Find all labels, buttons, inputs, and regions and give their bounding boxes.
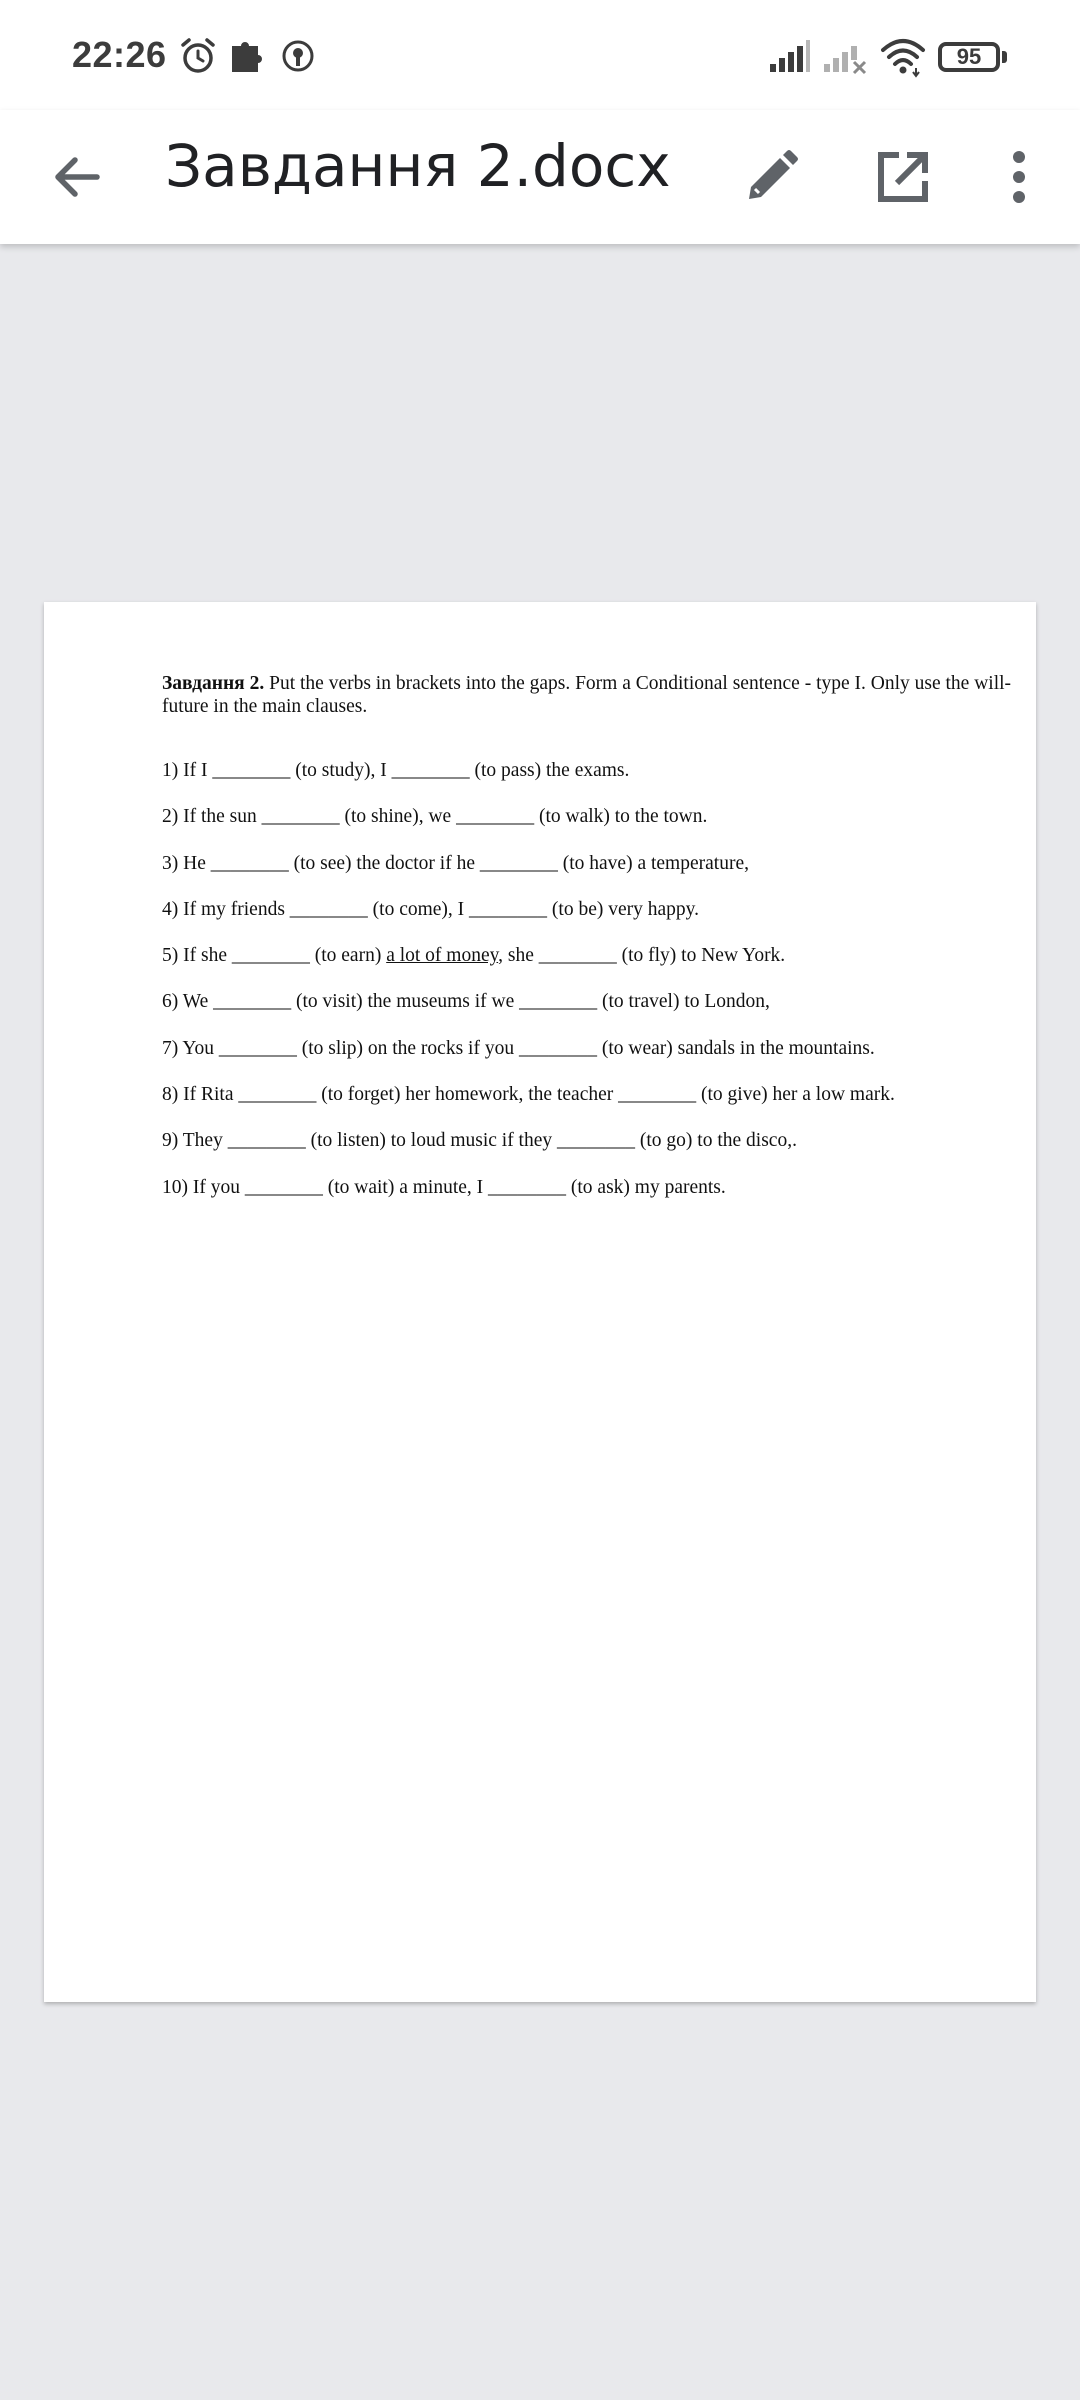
signal-icon xyxy=(768,36,812,76)
exercise-text: 3) He ________ (to see) the doctor if he ________ (to have) a temperature, xyxy=(162,852,749,874)
pencil-icon xyxy=(741,147,801,207)
document-content xyxy=(162,672,1022,1211)
task-heading xyxy=(162,672,1022,718)
exercise-text: 4) If my friends ________ (to come), I ________ (to be) very happy. xyxy=(162,898,700,920)
exercise-item xyxy=(162,1165,1022,1211)
more-vert-icon xyxy=(1009,149,1029,205)
exercise-text: 6) We ________ (to visit) the museums if we ________ (to travel) to London, xyxy=(162,991,770,1013)
wifi-icon xyxy=(880,36,926,78)
edit-button[interactable] xyxy=(726,132,816,222)
exercise-item xyxy=(162,887,1022,933)
exercise-text: 1) If I ________ (to study), I ________ (to pass) the exams. xyxy=(162,760,630,781)
underlined-phrase: a lot of money xyxy=(386,945,499,967)
document-page xyxy=(44,602,1036,2002)
battery-tip xyxy=(1002,51,1007,63)
exercise-item xyxy=(162,748,1022,794)
exercise-text: 7) You ________ (to slip) on the rocks if you ________ (to wear) sandals in the mountains. xyxy=(162,1037,875,1059)
exercise-text: 8) If Rita ________ (to forget) her homework, the teacher ________ (to give) her a low mark. xyxy=(162,1084,895,1106)
signal-off-icon xyxy=(822,36,868,76)
status-bar xyxy=(0,0,1080,110)
task-heading-text: Put the verbs in brackets into the gaps. Form a Conditional sentence - type I. Only use the will-future in the main clauses. xyxy=(162,673,1012,717)
exercise-item xyxy=(162,1072,1022,1118)
document-viewer[interactable] xyxy=(0,244,1080,2400)
status-time: 22:26 xyxy=(72,34,167,75)
more-options-button[interactable] xyxy=(974,132,1064,222)
vpn-icon xyxy=(278,36,318,76)
exercise-item xyxy=(162,933,1022,979)
open-external-icon xyxy=(873,147,933,207)
exercise-item xyxy=(162,794,1022,840)
open-external-button[interactable] xyxy=(858,132,948,222)
exercise-item xyxy=(162,979,1022,1025)
exercise-text: 2) If the sun ________ (to shine), we ________ (to walk) to the town. xyxy=(162,806,708,828)
back-button[interactable] xyxy=(32,132,122,222)
exercise-text: 10) If you ________ (to wait) a minute, I ________ (to ask) my parents. xyxy=(162,1176,726,1198)
document-title: Завдання 2.docx xyxy=(165,132,671,200)
puzzle-icon xyxy=(228,36,268,76)
alarm-icon xyxy=(178,36,218,76)
exercise-item xyxy=(162,841,1022,887)
exercise-text: 9) They ________ (to listen) to loud music if they ________ (to go) to the disco,. xyxy=(162,1130,797,1152)
exercise-text: 5) If she ________ (to earn) xyxy=(162,945,387,967)
exercise-text-end: , she ________ (to fly) to New York. xyxy=(498,945,786,967)
back-arrow-icon xyxy=(49,149,105,205)
task-heading-bold: Завдання 2. xyxy=(162,673,265,694)
exercise-item xyxy=(162,1026,1022,1072)
exercise-item xyxy=(162,1118,1022,1164)
battery-icon: 95 xyxy=(938,42,1000,72)
app-bar xyxy=(0,110,1080,244)
